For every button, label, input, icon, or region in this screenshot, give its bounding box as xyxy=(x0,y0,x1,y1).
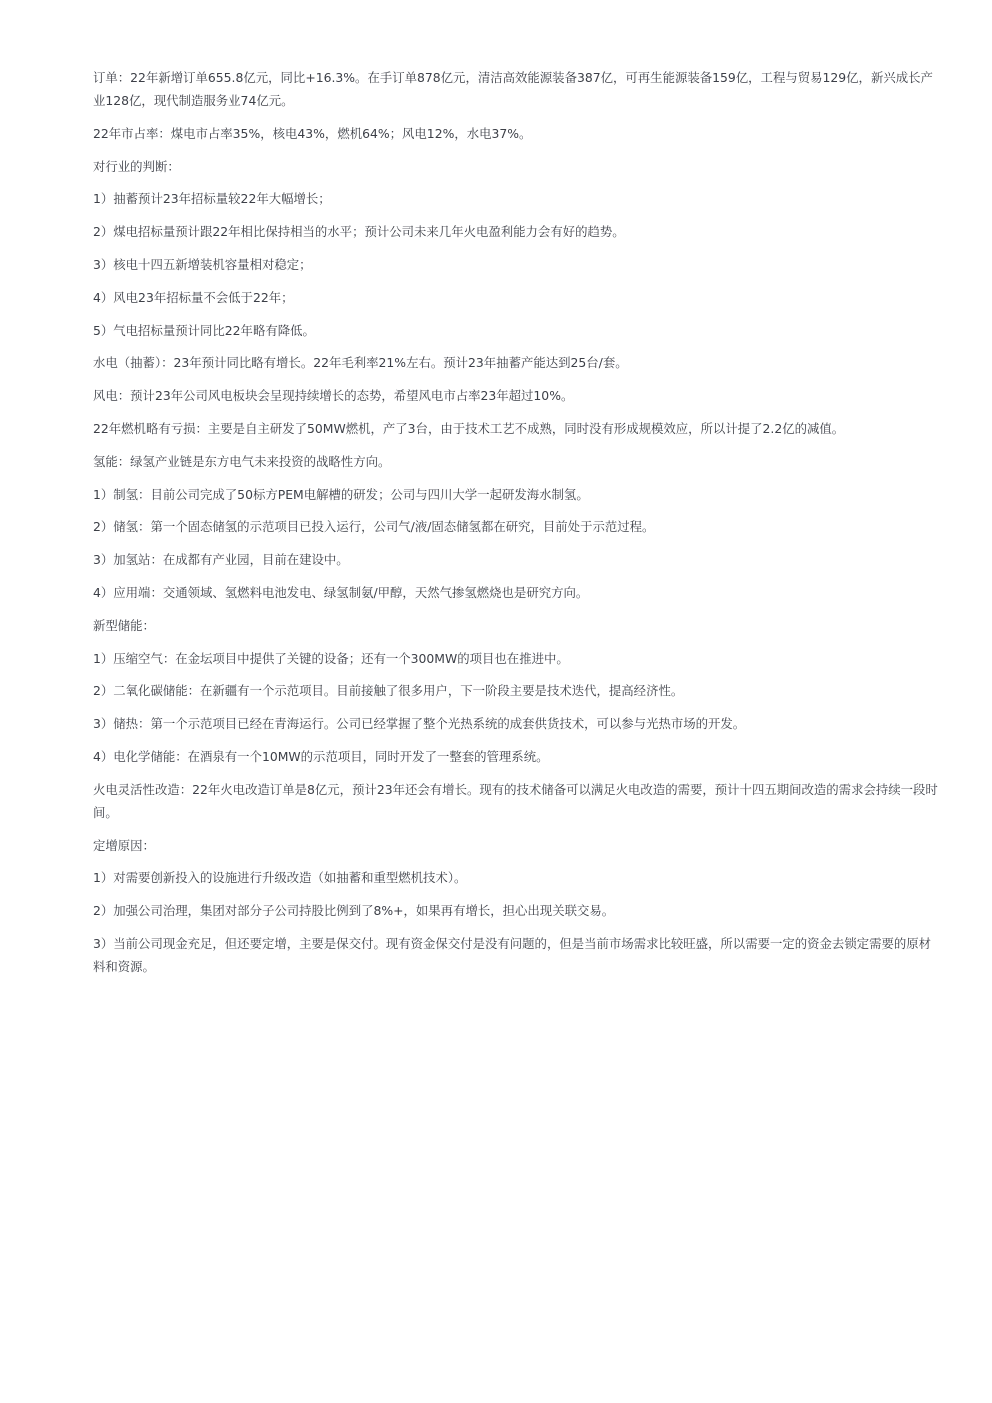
paragraph-hydrogen-1: 1）制氢：目前公司完成了50标方PEM电解槽的研发；公司与四川大学一起研发海水制氢。 xyxy=(93,486,589,502)
paragraph-market-share: 22年市占率：煤电市占率35%，核电43%，燃机64%；风电12%，水电37%。 xyxy=(93,125,532,141)
paragraph-orders: 订单：22年新增订单655.8亿元，同比+16.3%。在手订单878亿元，清洁高效能源装备387亿，可再生能源装备159亿，工程与贸易129亿，新兴成长产业128亿，现代制造服务业74亿元。 xyxy=(93,70,933,108)
paragraph-placement-heading: 定增原因： xyxy=(93,837,155,853)
paragraph-hydro: 水电（抽蓄）：23年预计同比略有增长。22年毛利率21%左右。预计23年抽蓄产能达到25台/套。 xyxy=(93,355,628,371)
paragraph-hydrogen-4: 4）应用端：交通领域、氢燃料电池发电、绿氢制氨/甲醇，天然气掺氢燃烧也是研究方向。 xyxy=(93,584,589,600)
paragraph-industry-4: 4）风电23年招标量不会低于22年； xyxy=(93,289,294,305)
paragraph-industry-3: 3）核电十四五新增装机容量相对稳定； xyxy=(93,256,312,272)
paragraph-placement-2: 2）加强公司治理，集团对部分子公司持股比例到了8%+，如果再有增长，担心出现关联交易。 xyxy=(93,903,615,919)
paragraph-gas-turbine: 22年燃机略有亏损：主要是自主研发了50MW燃机，产了3台，由于技术工艺不成熟，同时没有形成规模效应，所以计提了2.2亿的减值。 xyxy=(93,420,845,436)
paragraph-wind: 风电：预计23年公司风电板块会呈现持续增长的态势，希望风电市占率23年超过10%。 xyxy=(93,388,574,404)
paragraph-industry-heading: 对行业的判断： xyxy=(93,158,180,174)
paragraph-industry-5: 5）气电招标量预计同比22年略有降低。 xyxy=(93,322,315,338)
paragraph-hydrogen-3: 3）加氢站：在成都有产业园，目前在建设中。 xyxy=(93,552,349,568)
paragraph-thermal-retrofit: 火电灵活性改造：22年火电改造订单是8亿元，预计23年还会有增长。现有的技术储备可以满足火电改造的需要，预计十四五期间改造的需求会持续一段时间。 xyxy=(93,781,938,820)
paragraph-storage-3: 3）储热：第一个示范项目已经在青海运行。公司已经掌握了整个光热系统的成套供货技术，可以参与光热市场的开发。 xyxy=(93,716,746,732)
paragraph-placement-1: 1）对需要创新投入的设施进行升级改造（如抽蓄和重型燃机技术）。 xyxy=(93,870,467,886)
document-body xyxy=(93,66,943,988)
paragraph-storage-4: 4）电化学储能：在酒泉有一个10MW的示范项目，同时开发了一整套的管理系统。 xyxy=(93,748,549,764)
paragraph-storage-2: 2）二氧化碳储能：在新疆有一个示范项目。目前接触了很多用户，下一阶段主要是技术迭代，提高经济性。 xyxy=(93,683,684,699)
paragraph-industry-2: 2）煤电招标量预计跟22年相比保持相当的水平；预计公司未来几年火电盈利能力会有好的趋势。 xyxy=(93,224,625,240)
paragraph-storage-heading: 新型储能： xyxy=(93,617,155,633)
paragraph-hydrogen-2: 2）储氢：第一个固态储氢的示范项目已投入运行，公司气/液/固态储氢都在研究，目前处于示范过程。 xyxy=(93,519,655,535)
paragraph-hydrogen-heading: 氢能：绿氢产业链是东方电气未来投资的战略性方向。 xyxy=(93,453,391,469)
paragraph-industry-1: 1）抽蓄预计23年招标量较22年大幅增长； xyxy=(93,191,331,207)
paragraph-storage-1: 1）压缩空气：在金坛项目中提供了关键的设备；还有一个300MW的项目也在推进中。 xyxy=(93,650,569,666)
paragraph-placement-3: 3）当前公司现金充足，但还要定增，主要是保交付。现有资金保交付是没有问题的，但是当前市场需求比较旺盛，所以需要一定的资金去锁定需要的原材料和资源。 xyxy=(93,935,932,974)
